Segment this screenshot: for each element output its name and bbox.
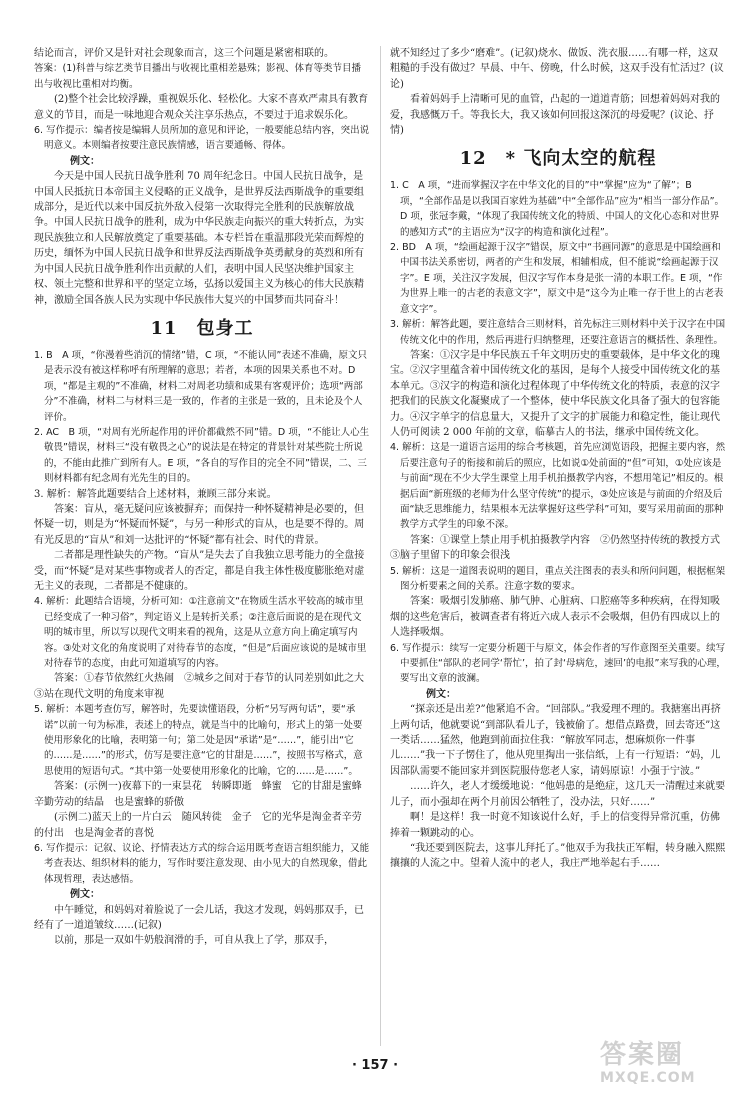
- right-column: [390, 46, 730, 872]
- paragraph: “我还要到医院去，这事儿拜托了。”他双手为我扶正军帽，转身融入熙熙攘攘的人流之中。望着人流中的老人，我庄严地举起右手……: [390, 842, 726, 870]
- answer-item: 4. 解析：这是一道语言运用的综合考核题，首先应浏览语段，把握主要内容，然后要注意句子的衔接和前后的照应，比如说①处前面的“但”可知，①处应该是与前面“现在不少大学生课堂上用手机拍摄教学内容，不想用笔记”相反的。根据后面“新班级的老师为什么坚守传统”的提示，③处应该是与前面的介绍及后面“缺乏思维能力，结果根本无法掌握好这些学科”可知，要写采用前面的那种教学方式学生的印象不深。: [390, 442, 726, 531]
- example-label: 例文：: [70, 155, 100, 167]
- left-column: [34, 46, 374, 949]
- section-title: 12 * 飞向太空的航程: [459, 148, 657, 170]
- answer-item: 2. BD A 项，“绘画起源于汉字”错误，原文中“书画同源”的意思是中国绘画和中国书法关系密切，两者的产生和发展，相辅相成，但不能说“绘画起源于汉字”。E 项，关注汉字发展，但汉字写作本身是张一清的本职工作。E 项，“作为世界上唯一的古老的表意文字”，原文中是“这今为止唯一存于世上的古老表意文字”。: [390, 242, 724, 315]
- paragraph: “探亲还是出差?”他紧追不舍。“回部队。”我爱理不理的。我搪塞出再挤上两句话，他就要说“到部队看儿子，钱被偷了。想借点路费，回去寄还”这一类话……猛然，他跑到前面拉住我：“解放军同志，想麻烦你一件事儿……”我一下子愣住了，他从兜里掏出一张信纸，上有一行短语：“妈，儿因部队需要不能回家并到医院服侍您老人家，请妈原谅！小强于宁波。”: [390, 704, 721, 777]
- answer: 答案：(1)科普与综艺类节目播出与收视比重相差悬殊；影视、体育等类节目播出与收视比重相对均衡。: [34, 63, 361, 90]
- example-label: 例文：: [70, 889, 100, 901]
- paragraph: 答案：盲从，毫无疑问应该被摒弃；而保持一种怀疑精神是必要的，但怀疑一切，则是为“怀疑而怀疑”，与另一种形式的盲从，也是要不得的。周有光反思的“盲从”和刘一达批评的“怀疑”都有社会、时代的背景。: [34, 503, 365, 546]
- paragraph: (示例二)蓝天上的一片白云 随风转徙 金子 它的光华是淘金者辛劳的付出 也是淘金者的喜悦: [34, 812, 362, 839]
- paragraph: 看着妈妈手上清晰可见的血管，凸起的一道道青筋；回想着妈妈对我的爱，我感慨万千。等我长大，我又该如何回报这深沉的母爱呢？(议论、抒情): [390, 94, 720, 137]
- answer-item: 1. C A 项，“进而掌握汉字在中华文化的目的”中“掌握”应为“了解”；B 项，“全部作品是以我国百家姓为基础”中“全部作品”应为“相当一部分作品”。D 项，张冠李戴，“体现了我国传统文化的特质、中国人的文化心态和对世界的感知方式”的主语应为“汉字的构造和演化过程”。: [390, 180, 725, 238]
- answer-item: 2. AC B 项，“对周有光所起作用的评价都截然不同”错。D 项，“不能让人心生敬畏”错误，材料三“没有敬畏之心”的说法是在特定的背景针对某些院士所说的，不能由此推广到所有人。E 项，“各自的写作目的完全不同”错误，二、三则材料都有纪念周有光先生的目的。: [34, 426, 370, 485]
- watermark-logo: 答案圈: [600, 1040, 685, 1070]
- answer-item: 5. 解析：这是一道图表说明的题目，重点关注图表的表头和所问问题，根据框架图分析要素之间的关系。注意字数的要求。: [390, 565, 726, 592]
- writing-hint: 6. 写作提示：记叙、议论、抒情表达方式的综合运用既考查语言组织能力，又能考查表达、组织材料的能力，写作时要注意发现、由小见大的自然现象，借此体现哲理，表达感悟。: [34, 842, 370, 885]
- answer-item: 3. 解析：解答此题，要注意结合三则材料，首先标注三则材料中关于汉字在中国传统文化中的作用，然后再进行归纳整理，还要注意语言的概括性、条理性。: [390, 319, 726, 346]
- paragraph: 答案：吸烟引发肺癌、肺气肿、心脏病、口腔癌等多种疾病，在得知吸烟的这些危害后，被调查者有将近六成人表示不会吸烟，但仍有四成以上的人选择吸烟。: [390, 596, 720, 639]
- paragraph: 答案：①课堂上禁止用手机拍摄教学内容 ②仍然坚持传统的教授方式 ③脑子里留下的印象会很浅: [390, 534, 730, 562]
- paragraph: 结论而言，评价又是针对社会现象而言，这三个问题是紧密相联的。: [34, 48, 334, 59]
- section-title: 11 包身工: [150, 317, 254, 339]
- paragraph: 二者都是理性缺失的产物。“盲从”是失去了自我独立思考能力的全盘接受，而“怀疑”是对某些事物或者人的否定，都是自我主体性极度膨胀绝对虚无主义的表现，二者都是不健康的。: [34, 550, 365, 592]
- paragraph: 中午睡觉，和妈妈对着脸说了一会儿话，我这才发现，妈妈那双手，已经有了一道道皱纹……(记叙): [34, 904, 364, 931]
- paragraph: (2)整个社会比较浮躁，重视娱乐化、轻松化。大家不喜欢严肃具有教育意义的节目，而是一味地迎合观众关注享乐热点，不要过于追求娱乐化。: [34, 94, 369, 121]
- watermark-url: MXQE.COM: [600, 1070, 696, 1086]
- paragraph: 以前，那是一双如牛奶般润滑的手，可自从我上了学，那双手，: [54, 935, 334, 947]
- answer-item: 3. 解析：解答此题要结合上述材料，兼顾三部分来说。: [34, 488, 277, 500]
- column-divider: [380, 46, 381, 1046]
- paragraph: 答案：①汉字是中华民族五千年文明历史的重要载体，是中华文化的瑰宝。②汉字里蕴含着中国传统文化的基因，是每个人接受中国传统文化的基本单元。③汉字的构造和演化过程体现了中华传统文化的特质，表意的汉字把我们的民族文化凝聚成了一个整体，使中华民族文化具备了强大的包容能力。④汉字单字的信息量大，又提升了文字的扩展能力和稳定性，能让现代人仍可阅读 2 000 年前的文章，临摹古人的书法，继承中国传统文化。: [390, 349, 720, 438]
- answer-item: 4. 解析：此题结合语境，分析可知：①注意前文“在物质生活水平较高的城市里已经变成了一种习俗”，判定语义上是转折关系；②注意后面说的是在现代文明的城市里，所以写以现代文明来看的视角，这是从立意方向上确定填写内容。③处对文化的角度说明了对待春节的态度，“但是”后面应该说的是城市里对待春节的态度，由此可知道填写的内容。: [34, 596, 367, 670]
- paragraph: 答案：(示例一)夜幕下的一束昙花 转瞬即逝 蜂蜜 它的甘甜是蜜蜂辛勤劳动的结晶 也是蜜蜂的骄傲: [34, 781, 362, 808]
- watermark: [600, 1040, 740, 1090]
- writing-hint: 6. 写作提示：编者按是编辑人员所加的意见和评论，一般要能总结内容，突出说明意义。本则编者按要注意民族情感，语言要通畅、得体。: [34, 125, 370, 152]
- paragraph: 啊！是这样！我一时竟不知该说什么好，手上的信变得异常沉重，仿佛捧着一颗跳动的心。: [390, 812, 720, 839]
- paragraph: 今天是中国人民抗日战争胜利 70 周年纪念日。中国人民抗日战争，是中国人民抵抗日本帝国主义侵略的正义战争，是世界反法西斯战争的重要组成部分，是近代以来中国反抗外敌入侵第一次取得完全胜利的民族解放战争。中国人民抗日战争的胜利，成为中华民族走向振兴的重大转折点，为实现民族独立和人民解放奠定了重要基础。本专栏旨在重温那段光荣而辉煌的历史，缅怀为中国人民抗日战争和世界反法西斯战争英勇献身的英烈和所有为中国人民抗日战争胜利作出贡献的人们，表明中国人民坚决维护国家主权、领土完整和世界和平的坚定立场，弘扬以爱国主义为核心的伟大民族精神，激励全国各族人民为实现中华民族伟大复兴的中国梦而共同奋斗！: [34, 171, 364, 306]
- answer-item: 5. 解析：本题考查仿写，解答时，先要读懂语段，分析“另写两句话”，要“承诺”以前一句为标准，表述上的特点，就是当中的比喻句，形式上的第一处要使用形象化的比喻，表明第一句；第二处是因“承诺”是“……”，能引出“它的……是……”的形式，仿写是要注意“它的甘甜是……”，按照书写格式，意思使用的短语句式。“其中第一处要使用形象化的比喻，它的……是……”。: [34, 704, 363, 777]
- paragraph: 答案：①春节依然红火热闹 ②城乡之间对于春节的认同差别如此之大 ③站在现代文明的角度来审视: [34, 673, 374, 700]
- writing-hint: 6. 写作提示：续写一定要分析题干与原文，体会作者的写作意图至关重要。续写中要抓住“部队的老同学‘帮忙’，拍了封‘母病危，速回’的电报”来写我的心理，要写出文章的波澜。: [390, 642, 726, 685]
- example-label: 例文：: [426, 688, 456, 700]
- page-number: · 157 ·: [351, 1058, 399, 1073]
- paragraph: ……许久，老人才缓缓地说：“他妈患的是绝症，这几天一清醒过来就要儿子，而小强却在两个月前因公牺牲了，没办法，只好……”: [390, 781, 726, 808]
- answer-item: 1. B A 项，“你漫着些消沉的情绪”错，C 项，“不能认同”表述不准确，原文只是表示没有被这样称呼有所理解的意思；若者，本项的因果关系也不对。D 项，“都是主观的”不准确，材料二对周老功绩和成果有客观评价；选项“两部分”不准确，材料二与材料三是一致的，作者的主张是一致的，且未论及个人评价。: [34, 349, 367, 423]
- paragraph: 就不知经过了多少“磨难”。(记叙)烧水、做饭、洗衣服……有哪一样，这双粗糙的手没有做过？早晨、中午、傍晚，什么时候，这双手没有忙活过？(议论): [390, 48, 724, 90]
